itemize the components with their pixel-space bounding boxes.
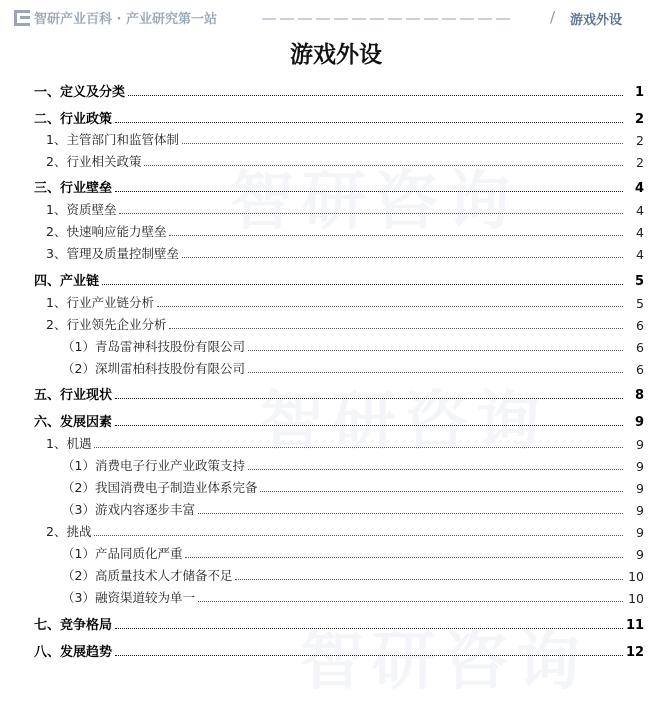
toc-entry[interactable] xyxy=(0,640,672,660)
watermark: 智研咨询 xyxy=(300,625,588,699)
brand[interactable] xyxy=(14,8,217,27)
toc-entry[interactable] xyxy=(0,128,672,148)
toc-entry-label: 三、行业壁垒 xyxy=(34,181,113,196)
toc-entry[interactable] xyxy=(0,357,672,377)
toc-entry[interactable] xyxy=(0,220,672,240)
watermark: 智研咨询 xyxy=(230,165,518,239)
toc-leader-dots xyxy=(198,512,623,514)
toc-entry-page: 4 xyxy=(636,247,644,262)
brand-text: 智研产业百科 · 产业研究第一站 xyxy=(34,12,217,27)
toc-entry-label: 3、管理及质量控制壁垒 xyxy=(46,246,179,261)
toc-entry-page: 9 xyxy=(636,459,644,474)
toc-entry-label: 二、行业政策 xyxy=(34,112,113,127)
toc-entry-label: 2、快速响应能力壁垒 xyxy=(46,224,167,239)
toc-leader-dots xyxy=(128,94,623,96)
toc-leader-dots xyxy=(198,600,623,602)
toc-leader-dots xyxy=(115,654,623,656)
toc-leader-dots xyxy=(248,371,623,373)
toc-entry-label: （1）消费电子行业产业政策支持 xyxy=(62,458,245,473)
toc-entry[interactable] xyxy=(0,542,672,562)
toc-entry[interactable] xyxy=(0,335,672,355)
toc-entry-label: （1）产品同质化严重 xyxy=(62,546,183,561)
toc-leader-dots xyxy=(144,164,623,166)
toc-entry-page: 2 xyxy=(636,155,644,170)
toc-leader-dots xyxy=(119,212,623,214)
toc-leader-dots xyxy=(169,234,623,236)
toc-entry[interactable] xyxy=(0,269,672,289)
page-title: 游戏外设 xyxy=(290,41,382,68)
toc-leader-dots xyxy=(115,121,623,123)
toc-entry-label: 2、行业领先企业分析 xyxy=(46,317,167,332)
toc-entry-label: 一、定义及分类 xyxy=(34,85,126,100)
toc-leader-dots xyxy=(115,397,623,399)
toc-leader-dots xyxy=(182,142,623,144)
toc-entry-page: 6 xyxy=(636,362,644,377)
toc-leader-dots xyxy=(260,490,623,492)
toc-entry[interactable] xyxy=(0,313,672,333)
toc-entry-label: 1、行业产业链分析 xyxy=(46,295,154,310)
toc-leader-dots xyxy=(94,534,623,536)
toc-entry[interactable] xyxy=(0,242,672,262)
header-divider xyxy=(262,18,512,20)
toc-entry[interactable] xyxy=(0,291,672,311)
toc-entry-label: 四、产业链 xyxy=(34,274,100,289)
toc-entry[interactable] xyxy=(0,383,672,403)
toc-entry-page: 2 xyxy=(634,112,644,127)
brand-logo-icon xyxy=(14,10,30,26)
toc-leader-dots xyxy=(248,349,623,351)
toc-entry[interactable] xyxy=(0,520,672,540)
toc-entry-page: 9 xyxy=(636,525,644,540)
toc-leader-dots xyxy=(94,446,623,448)
toc-entry[interactable] xyxy=(0,476,672,496)
toc-leader-dots xyxy=(157,305,623,307)
toc-leader-dots xyxy=(182,256,623,258)
toc-leader-dots xyxy=(235,578,623,580)
page-header xyxy=(0,0,672,34)
toc-entry-page: 4 xyxy=(636,225,644,240)
toc-entry-page: 4 xyxy=(636,203,644,218)
toc-entry-label: （2）深圳雷柏科技股份有限公司 xyxy=(62,361,245,376)
toc-entry-label: 1、机遇 xyxy=(46,436,92,451)
toc-entry-label: （3）游戏内容逐步丰富 xyxy=(62,502,195,517)
toc-entry-page: 6 xyxy=(636,340,644,355)
breadcrumb-separator: / xyxy=(550,8,556,26)
toc-entry-page: 2 xyxy=(636,133,644,148)
toc-entry-page: 5 xyxy=(634,274,644,289)
toc-leader-dots xyxy=(115,190,623,192)
toc-entry-label: 1、主管部门和监管体制 xyxy=(46,132,179,147)
toc-entry-page: 9 xyxy=(636,503,644,518)
toc-entry-page: 11 xyxy=(626,618,645,633)
toc-entry-page: 8 xyxy=(634,388,644,403)
toc-leader-dots xyxy=(115,627,623,629)
toc-entry-label: 八、发展趋势 xyxy=(34,645,113,660)
toc-entry-page: 1 xyxy=(634,85,644,100)
toc-entry[interactable] xyxy=(0,432,672,452)
toc-entry-page: 9 xyxy=(636,481,644,496)
toc-entry-label: （3）融资渠道较为单一 xyxy=(62,590,195,605)
toc-entry[interactable] xyxy=(0,586,672,606)
toc-entry[interactable] xyxy=(0,498,672,518)
toc-entry-page: 10 xyxy=(628,591,644,606)
toc-entry-label: 1、资质壁垒 xyxy=(46,202,117,217)
toc-entry-label: （1）青岛雷神科技股份有限公司 xyxy=(62,339,245,354)
toc-entry[interactable] xyxy=(0,150,672,170)
toc-leader-dots xyxy=(169,327,623,329)
toc-entry[interactable] xyxy=(0,198,672,218)
toc-entry-label: （2）高质量技术人才储备不足 xyxy=(62,568,233,583)
toc-entry-page: 9 xyxy=(636,547,644,562)
breadcrumb-current[interactable]: 游戏外设 xyxy=(570,13,623,28)
toc-leader-dots xyxy=(102,283,623,285)
toc-entry-page: 6 xyxy=(636,318,644,333)
toc-leader-dots xyxy=(248,468,623,470)
toc-entry[interactable] xyxy=(0,107,672,127)
toc-entry-label: 2、行业相关政策 xyxy=(46,154,142,169)
toc-entry-page: 4 xyxy=(634,181,644,196)
toc-entry-label: 七、竞争格局 xyxy=(34,618,113,633)
toc-entry[interactable] xyxy=(0,80,672,100)
toc-entry[interactable] xyxy=(0,564,672,584)
toc-entry-page: 5 xyxy=(636,296,644,311)
toc-entry[interactable] xyxy=(0,454,672,474)
toc-entry[interactable] xyxy=(0,410,672,430)
watermark: 智研咨询 xyxy=(260,385,548,459)
toc-entry[interactable] xyxy=(0,176,672,196)
toc-entry-page: 9 xyxy=(636,437,644,452)
toc-leader-dots xyxy=(185,556,623,558)
toc-entry-page: 12 xyxy=(626,645,645,660)
toc-entry-label: 2、挑战 xyxy=(46,524,92,539)
toc-entry-label: 五、行业现状 xyxy=(34,388,113,403)
toc-entry-page: 9 xyxy=(634,415,644,430)
toc-entry-label: （2）我国消费电子制造业体系完备 xyxy=(62,480,258,495)
toc-entry[interactable] xyxy=(0,613,672,633)
toc-entry-label: 六、发展因素 xyxy=(34,415,113,430)
toc-entry-page: 10 xyxy=(628,569,644,584)
toc-leader-dots xyxy=(115,424,623,426)
